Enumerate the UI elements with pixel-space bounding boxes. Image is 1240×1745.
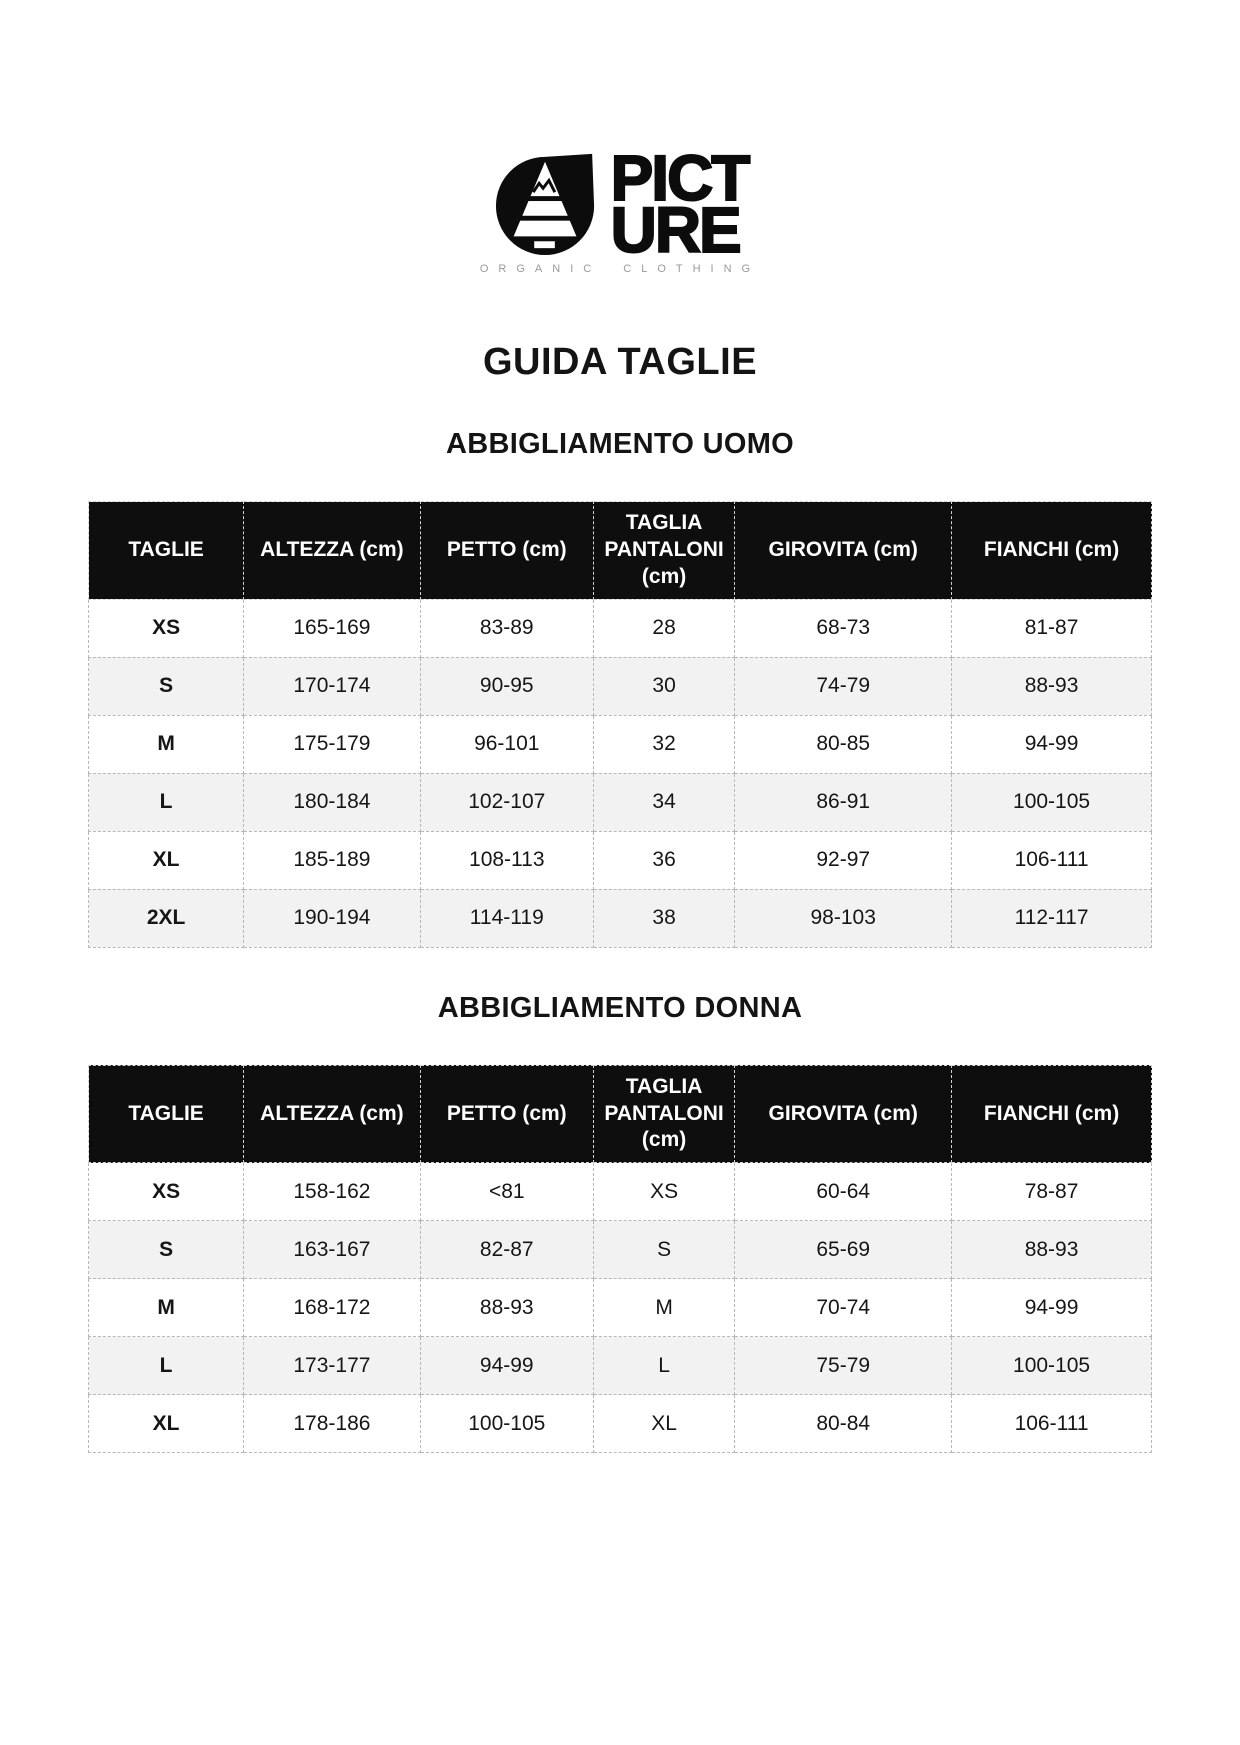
column-header: TAGLIA PANTALONI (cm) — [593, 502, 734, 600]
column-header: TAGLIE — [89, 502, 244, 600]
table-row — [89, 1337, 1152, 1395]
measurement-cell: 81-87 — [952, 599, 1152, 657]
measurement-cell: 190-194 — [244, 889, 420, 947]
measurement-cell: L — [593, 1337, 734, 1395]
measurement-cell: <81 — [420, 1163, 593, 1221]
measurement-cell: 88-93 — [952, 657, 1152, 715]
measurement-cell: 100-105 — [420, 1395, 593, 1453]
measurement-cell: 82-87 — [420, 1221, 593, 1279]
size-label-cell: XL — [89, 1395, 244, 1453]
measurement-cell: 83-89 — [420, 599, 593, 657]
measurement-cell: 80-85 — [735, 715, 952, 773]
measurement-cell: 80-84 — [735, 1395, 952, 1453]
measurement-cell: 170-174 — [244, 657, 420, 715]
header-row — [89, 1065, 1152, 1163]
table-row — [89, 1395, 1152, 1453]
measurement-cell: 36 — [593, 831, 734, 889]
column-header: GIROVITA (cm) — [735, 502, 952, 600]
measurement-cell: 86-91 — [735, 773, 952, 831]
picture-wordmark — [610, 142, 749, 266]
column-header: FIANCHI (cm) — [952, 1065, 1152, 1163]
page-title: GUIDA TAGLIE — [482, 341, 758, 383]
size-label-cell: L — [89, 773, 244, 831]
table-row — [89, 889, 1152, 947]
measurement-cell: 106-111 — [952, 1395, 1152, 1453]
measurement-cell: XS — [593, 1163, 734, 1221]
size-label-cell: 2XL — [89, 889, 244, 947]
section-title-uomo: ABBIGLIAMENTO UOMO — [445, 428, 795, 460]
size-table-uomo — [88, 501, 1152, 948]
measurement-cell: 88-93 — [420, 1279, 593, 1337]
measurement-cell: 100-105 — [952, 1337, 1152, 1395]
measurement-cell: 94-99 — [420, 1337, 593, 1395]
measurement-cell: 180-184 — [244, 773, 420, 831]
size-label-cell: XS — [89, 1163, 244, 1221]
size-label-cell: S — [89, 1221, 244, 1279]
measurement-cell: 94-99 — [952, 715, 1152, 773]
size-guide-page — [0, 142, 1240, 1453]
column-header: ALTEZZA (cm) — [244, 502, 420, 600]
measurement-cell: 74-79 — [735, 657, 952, 715]
size-label-cell: XS — [89, 599, 244, 657]
measurement-cell: 114-119 — [420, 889, 593, 947]
section-title-donna: ABBIGLIAMENTO DONNA — [437, 991, 803, 1024]
wordmark-line-1: PICT — [610, 142, 749, 214]
table-row — [89, 831, 1152, 889]
measurement-cell: 30 — [593, 657, 734, 715]
picture-tree-logo-icon — [492, 150, 600, 256]
measurement-cell: 158-162 — [244, 1163, 420, 1221]
measurement-cell: 34 — [593, 773, 734, 831]
table-body — [89, 1163, 1152, 1453]
measurement-cell: M — [593, 1279, 734, 1337]
section-donna — [88, 992, 1152, 1454]
measurement-cell: 38 — [593, 889, 734, 947]
brand-logo — [88, 142, 1152, 275]
measurement-cell: 165-169 — [244, 599, 420, 657]
measurement-cell: 185-189 — [244, 831, 420, 889]
table-row — [89, 773, 1152, 831]
measurement-cell: 112-117 — [952, 889, 1152, 947]
column-header: FIANCHI (cm) — [952, 502, 1152, 600]
measurement-cell: 60-64 — [735, 1163, 952, 1221]
size-label-cell: M — [89, 715, 244, 773]
measurement-cell: 106-111 — [952, 831, 1152, 889]
measurement-cell: 168-172 — [244, 1279, 420, 1337]
measurement-cell: 102-107 — [420, 773, 593, 831]
table-row — [89, 1221, 1152, 1279]
measurement-cell: 75-79 — [735, 1337, 952, 1395]
measurement-cell: S — [593, 1221, 734, 1279]
table-row — [89, 715, 1152, 773]
measurement-cell: 173-177 — [244, 1337, 420, 1395]
column-header: PETTO (cm) — [420, 1065, 593, 1163]
table-row — [89, 599, 1152, 657]
measurement-cell: 68-73 — [735, 599, 952, 657]
table-row — [89, 1163, 1152, 1221]
measurement-cell: 32 — [593, 715, 734, 773]
measurement-cell: 96-101 — [420, 715, 593, 773]
measurement-cell: 98-103 — [735, 889, 952, 947]
measurement-cell: 70-74 — [735, 1279, 952, 1337]
measurement-cell: 178-186 — [244, 1395, 420, 1453]
measurement-cell: 108-113 — [420, 831, 593, 889]
measurement-cell: 65-69 — [735, 1221, 952, 1279]
section-uomo — [88, 428, 1152, 948]
measurement-cell: 28 — [593, 599, 734, 657]
measurement-cell: 92-97 — [735, 831, 952, 889]
measurement-cell: 163-167 — [244, 1221, 420, 1279]
column-header: GIROVITA (cm) — [735, 1065, 952, 1163]
measurement-cell: 90-95 — [420, 657, 593, 715]
wordmark-line-2: URE — [610, 194, 740, 266]
measurement-cell: 78-87 — [952, 1163, 1152, 1221]
measurement-cell: 88-93 — [952, 1221, 1152, 1279]
table-head — [89, 502, 1152, 600]
column-header: PETTO (cm) — [420, 502, 593, 600]
column-header: ALTEZZA (cm) — [244, 1065, 420, 1163]
size-label-cell: L — [89, 1337, 244, 1395]
size-table-donna — [88, 1065, 1152, 1454]
column-header: TAGLIE — [89, 1065, 244, 1163]
size-label-cell: S — [89, 657, 244, 715]
size-label-cell: M — [89, 1279, 244, 1337]
size-label-cell: XL — [89, 831, 244, 889]
column-header: TAGLIA PANTALONI (cm) — [593, 1065, 734, 1163]
measurement-cell: 94-99 — [952, 1279, 1152, 1337]
logo-row — [492, 142, 749, 266]
measurement-cell: 100-105 — [952, 773, 1152, 831]
table-row — [89, 657, 1152, 715]
header-row — [89, 502, 1152, 600]
table-row — [89, 1279, 1152, 1337]
table-head — [89, 1065, 1152, 1163]
measurement-cell: 175-179 — [244, 715, 420, 773]
logo-subtitle: ORGANIC CLOTHING — [479, 263, 761, 275]
measurement-cell: XL — [593, 1395, 734, 1453]
table-body — [89, 599, 1152, 947]
